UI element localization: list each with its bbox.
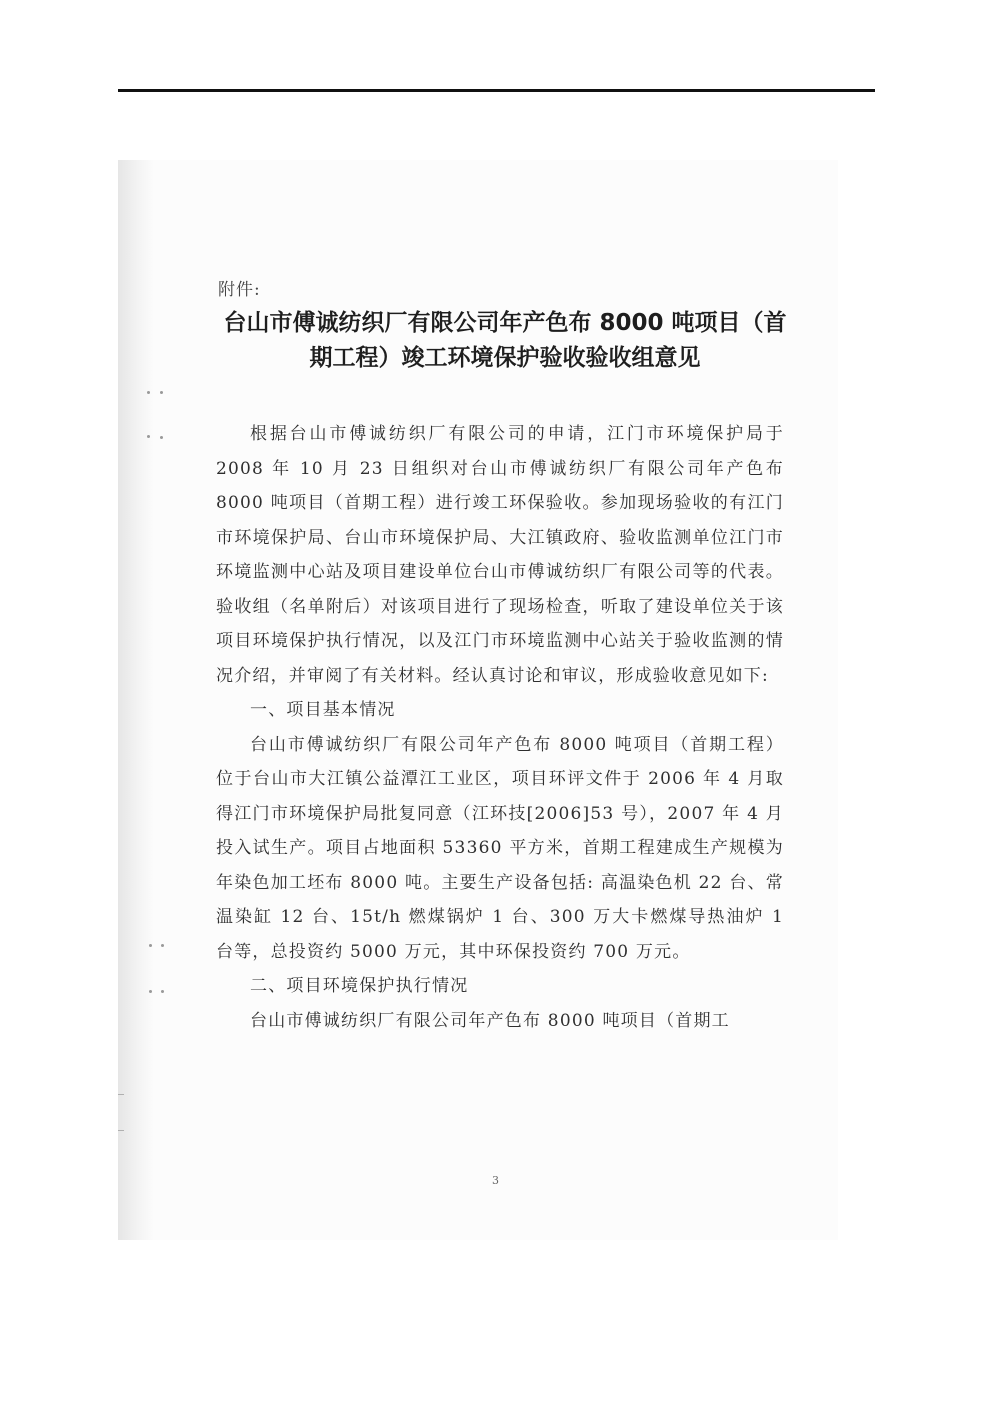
- scan-speck: [161, 944, 164, 947]
- scan-binding-edge: [118, 160, 154, 1240]
- basic-info-paragraph: 台山市傅诚纺织厂有限公司年产色布 8000 吨项目（首期工程）位于台山市大江镇公益潭江工业区，项目环评文件于 2006 年 4 月取得江门市环境保护局批复同意（江环技[2006]53 号），2007 年 4 月投入试生产。项目占地面积 53360 平方米，首期工程建成生产规模为年染色加工坯布 8000 吨。主要生产设备包括: 高温染色机 22 台、常温染缸 12 台、15t/h 燃煤锅炉 1 台、300 万大卡燃煤导热油炉 1 台等，总投资约 5000 万元，其中环保投资约 700 万元。: [216, 734, 784, 962]
- scan-speck: [149, 990, 152, 993]
- scan-tick: [118, 1094, 124, 1095]
- intro-paragraph: 根据台山市傅诚纺织厂有限公司的申请，江门市环境保护局于 2008 年 10 月 23 日组织对台山市傅诚纺织厂有限公司年产色布 8000 吨项目（首期工程）进行竣工环保验收。参加现场验收的有江门市环境保护局、台山市环境保护局、大江镇政府、验收监测单位江门市环境监测中心站及项目建设单位台山市傅诚纺织厂有限公司等的代表。验收组（名单附后）对该项目进行了现场检查，听取了建设单位关于该项目环境保护执行情况，以及江门市环境监测中心站关于验收监测的情况介绍，并审阅了有关材料。经认真讨论和审议，形成验收意见如下:: [216, 424, 784, 686]
- section-heading-env-protection: 二、项目环境保护执行情况: [250, 976, 469, 996]
- scan-speck: [161, 990, 164, 993]
- scan-speck: [149, 944, 152, 947]
- section-heading-basic-info: 一、项目基本情况: [250, 700, 396, 720]
- scan-speck: [160, 391, 163, 394]
- scan-speck: [147, 435, 150, 438]
- header-rule: [118, 89, 875, 92]
- page-number: 3: [492, 1174, 499, 1187]
- scan-speck: [160, 436, 163, 439]
- document-body: [216, 417, 784, 1038]
- attachment-label: 附件:: [218, 280, 261, 300]
- env-protection-paragraph: 台山市傅诚纺织厂有限公司年产色布 8000 吨项目（首期工: [250, 1010, 730, 1031]
- scan-speck: [147, 391, 150, 394]
- document-title: 台山市傅诚纺织厂有限公司年产色布 8000 吨项目（首期工程）竣工环境保护验收验收组意见: [223, 310, 787, 371]
- scan-tick: [118, 1130, 124, 1131]
